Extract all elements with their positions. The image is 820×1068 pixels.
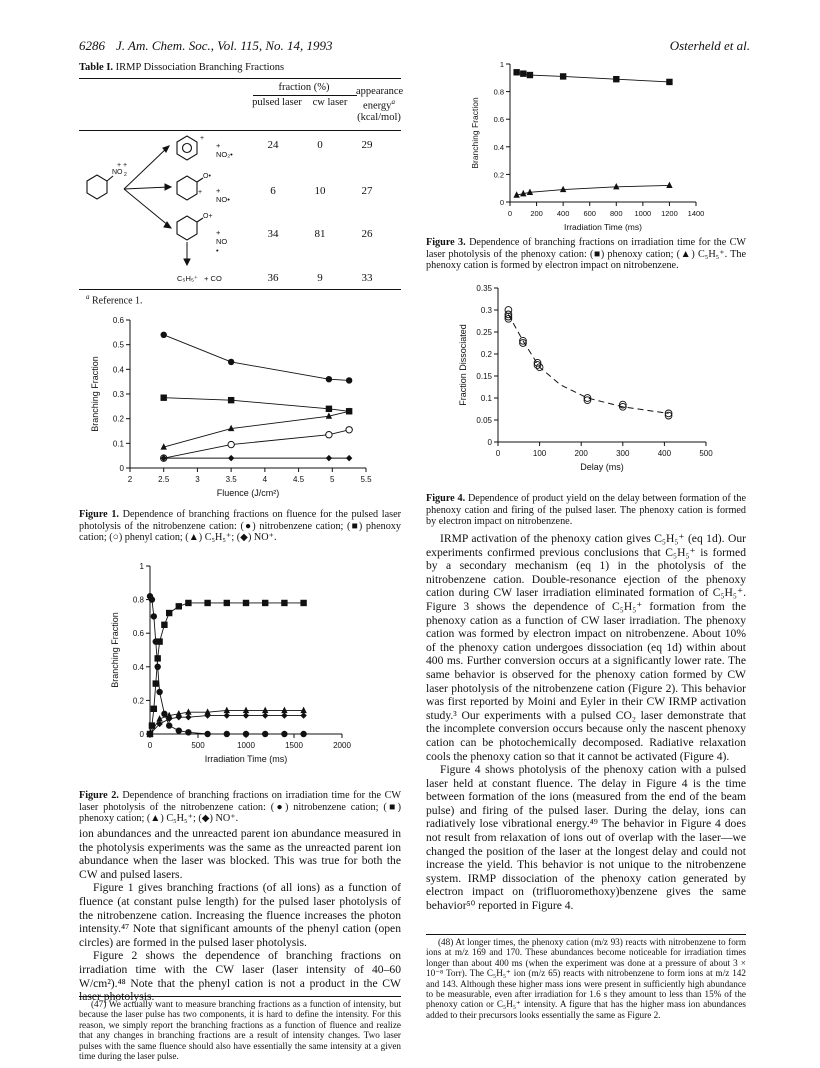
data-point [224, 707, 230, 713]
data-point [151, 613, 157, 619]
page-number: 6286 [79, 38, 105, 53]
data-point [560, 186, 566, 192]
data-point [228, 441, 234, 447]
data-point [326, 376, 332, 382]
svg-text:O+: O+ [203, 213, 213, 220]
data-point [228, 455, 234, 461]
x-tick-label: 200 [530, 209, 543, 218]
data-point [613, 76, 619, 82]
y-axis-label: Branching Fraction [110, 612, 120, 688]
figure-4-caption [426, 493, 746, 528]
phenoxy-cation-structure [177, 213, 213, 240]
figure-4-text: Dependence of product yield on the delay between formation of the phenoxy cation and firing of the pulsed laser. The phenoxy cation is formed by electron impact on nitrobenzene. [426, 493, 747, 528]
y-tick-label: 0 [487, 438, 492, 447]
data-point [520, 70, 526, 76]
data-point [326, 406, 332, 412]
x-tick-label: 1500 [285, 741, 303, 750]
y-tick-label: 0.15 [476, 372, 492, 381]
y-tick-label: 0.1 [480, 394, 492, 403]
y-tick-label: 0.5 [112, 340, 124, 350]
x-axis-label: Delay (ms) [580, 462, 624, 472]
x-tick-label: 5 [330, 475, 335, 484]
x-tick-label: 2000 [333, 741, 351, 750]
figure-4-chart [452, 280, 722, 482]
table-header [79, 80, 404, 132]
data-point [204, 731, 210, 737]
right-paragraph-1: IRMP activation of the phenoxy cation gives C₅H₅⁺ (eq 1d). Our experiments confirmed previous conclusions that C₅H₅⁺ is formed by a secondary mechanism (eq 1) in the photolysis of the nitrobenzene cation. Double-resonance ejection of the phenoxy cation during CW laser irradiation eliminated formation of C₅H₅⁺. Figure 3 shows the dependence of C₅H₅⁺ formation from the phenoxy cation as a function of CW laser irradiation. The phenoxy cation was formed by electron impact on nitrobenzene. About 10% of the phenoxy cation undergoes dissociation (eq 1d) within about 400 ms. Further conversion occurs at a significantly lower rate. The same behavior is observed for the phenoxy cation formed by CW laser photolysis of the nitrobenzene cation (Figure 2). This behavior was first reported by Moini and Eyler in their CW IRMP activation study.³ Our experiments with a pulsed CO₂ laser demonstrate that the incomplete conversion occurs because only the nascent phenoxy cation can be photochemically decomposed. Radiative relaxation cools the phenoxy cation so that it cannot be activated (Figure 4). [426, 532, 746, 763]
data-point [228, 397, 234, 403]
x-tick-label: 600 [583, 209, 596, 218]
left-paragraph-2: Figure 1 gives branching fractions (of all ions) as a function of fluence (at constant pulse length) for the pulsed laser photolysis of the nitrobenzene cation. Increasing the fluence increases the photon intensity.⁴⁷ Note that significant amounts of the phenyl cation (open circles) are formed in the pulsed laser photolysis. [79, 881, 401, 949]
y-tick-label: 0 [139, 730, 144, 739]
data-point [613, 183, 619, 189]
x-tick-label: 4 [262, 475, 268, 484]
x-tick-label: 200 [574, 449, 588, 458]
figure-2-caption [79, 790, 401, 825]
data-point [243, 707, 249, 713]
row-pulsed: 36 [267, 272, 279, 284]
series-line [164, 398, 349, 412]
svg-text:+ +: + + [117, 162, 128, 169]
left-paragraph-3: Figure 2 shows the dependence of branching fractions on irradiation time with the CW laser (laser intensity of 40–60 W/cm²).⁴⁸ Note that the phenyl cation is not a product in the CW laser photolysis. [79, 949, 401, 1004]
row-energy: 33 [361, 272, 373, 284]
data-point [176, 603, 182, 609]
data-point [300, 731, 306, 737]
x-tick-label: 0 [495, 449, 501, 458]
data-point [161, 395, 167, 401]
data-point [156, 638, 162, 644]
x-tick-label: 2 [127, 475, 133, 484]
data-point [326, 432, 332, 438]
row-products: C₅H₅⁺ + CO [177, 274, 222, 283]
row-products: + NO• [216, 186, 230, 204]
x-tick-label: 3.5 [225, 475, 237, 484]
data-point [326, 455, 332, 461]
x-tick-label: 1000 [634, 209, 652, 218]
figure-3-caption [426, 237, 746, 272]
row-pulsed: 34 [267, 228, 279, 240]
data-point [346, 427, 352, 433]
footnote-47: (47) We actually want to measure branching fractions as a function of intensity, but because the laser pulse has two components, it is hard to define the intensity. For this reason, we simply report the branching fractions as a function of fluence and realize that any changes in branching fractions are a result of intensity changes. Two laser pulses with the same fluence should also have essentially the same intensity at a given time during the laser pulse. [79, 999, 401, 1062]
data-point [262, 707, 268, 713]
y-tick-label: 0.2 [493, 170, 504, 180]
x-tick-label: 3 [195, 475, 200, 484]
col-pulsed: pulsed laser [252, 97, 302, 108]
data-point [300, 712, 306, 718]
row-cw: 0 [317, 139, 323, 151]
x-tick-label: 300 [616, 449, 630, 458]
data-point [262, 731, 268, 737]
y-tick-label: 0.3 [112, 390, 124, 399]
y-tick-label: 0.4 [493, 142, 504, 152]
series-line [517, 72, 670, 82]
row-products: + NO₂• [216, 141, 233, 159]
x-tick-label: 1000 [237, 741, 255, 750]
row-products: + NO • [216, 228, 228, 255]
data-point [346, 455, 352, 461]
data-point [185, 714, 191, 720]
x-tick-label: 0 [147, 741, 153, 750]
data-point [204, 600, 210, 606]
journal-citation: J. Am. Chem. Soc., Vol. 115, No. 14, 1993 [116, 38, 333, 53]
y-tick-label: 0.05 [476, 416, 492, 425]
y-tick-label: 0.6 [493, 115, 504, 125]
y-tick-label: 0.8 [493, 87, 504, 97]
phenoxy-radical-structure [177, 173, 211, 200]
data-point [161, 622, 167, 628]
data-point [151, 706, 157, 712]
y-tick-label: 0.6 [132, 629, 144, 639]
row-cw: 9 [317, 272, 323, 284]
y-tick-label: 0.2 [112, 414, 124, 424]
data-point [185, 729, 191, 735]
data-point [527, 72, 533, 78]
data-point [666, 79, 672, 85]
row-cw: 10 [314, 185, 326, 197]
x-tick-label: 500 [191, 741, 205, 750]
y-tick-label: 0.4 [132, 662, 144, 672]
x-tick-label: 400 [556, 209, 570, 218]
y-tick-label: 0.25 [476, 328, 492, 337]
fit-curve [508, 314, 668, 413]
data-point [166, 610, 172, 616]
right-paragraph-2: Figure 4 shows photolysis of the phenoxy cation with a pulsed laser held at constant fluence. The delay in Figure 4 is the time between formation of the ions (measured from the end of the beam pulse) and firing of the pulsed laser. During the delay, ions can radiatively lose vibrational energy.⁴⁹ The behavior in Figure 4 does not result from relaxation of ions out of overlap with the laser—we changed the position of the laser at the longest delay and could not increase the yield. This behavior is not unique to the nitrobenzene system. IRMP dissociation of the phenoxy cation generated by electron impact on (trifluoromethoxy)benzene gives the same behavior⁵⁰ reported in Figure 4. [426, 763, 746, 913]
data-point [176, 727, 182, 733]
figure-3-text: Dependence of branching fractions on irradiation time for the CW laser photolysis of the phenoxy cation: (■) phenoxy cation; (▲) C₅H₅⁺. The phenoxy cation is formed by electron impact on nitrobenzene. [426, 237, 746, 272]
row-cw: 81 [314, 228, 326, 240]
y-axis-label: Fraction Dissociated [458, 324, 468, 406]
y-tick-label: 0.8 [132, 595, 144, 605]
y-tick-label: 0.2 [480, 350, 492, 359]
data-point [243, 731, 249, 737]
y-tick-label: 0 [499, 198, 504, 207]
y-axis-label: Branching Fraction [90, 356, 100, 432]
svg-text:NO: NO [112, 169, 123, 176]
x-tick-label: 400 [657, 449, 672, 458]
data-point [156, 689, 162, 695]
svg-text:2: 2 [124, 172, 127, 178]
row-pulsed: 6 [270, 185, 276, 197]
data-point [224, 600, 230, 606]
series-line [164, 335, 349, 381]
svg-text:O•: O• [203, 173, 211, 180]
series-line [164, 430, 349, 458]
y-axis-label: Branching Fraction [470, 97, 480, 169]
y-tick-label: 0.1 [112, 439, 124, 449]
x-tick-label: 100 [532, 449, 547, 458]
col-appearance-label: appearance energy [356, 86, 404, 112]
figure-1-caption [79, 509, 401, 544]
x-tick-label: 0 [507, 209, 513, 218]
col-cw: cw laser [312, 97, 348, 108]
footnote-48: (48) At longer times, the phenoxy cation (m/z 93) reacts with nitrobenzene to form ions at m/z 169 and 170. These abundances become noticeable for irradiation times longer than about 400 ms (when the experiment was done at a pressure of about 3 × 10⁻⁸ Torr). The C₅H₅⁺ ion (m/z 65) reacts with nitrobenzene to form ions at m/z 142 and 143. Although these higher mass ions were present in sufficiently high abundance to be measurable, even after irradiation for 1.6 s they amount to less than 15% of the phenoxy cation or C₅H₅⁺ intensity. A figure that has the higher mass ion abundances added to their precursors looks essentially the same as Figure 2. [426, 937, 746, 1020]
data-point [166, 722, 172, 728]
table-footnote-text: Reference 1. [92, 295, 143, 307]
x-tick-label: 2.5 [158, 475, 170, 484]
data-point [153, 680, 159, 686]
data-point [281, 600, 287, 606]
table-title: IRMP Dissociation Branching Fractions [115, 62, 285, 73]
series-line [517, 185, 670, 195]
row-energy: 29 [361, 139, 373, 151]
x-tick-label: 5.5 [360, 475, 372, 484]
table-footnote [86, 293, 143, 306]
x-tick-label: 800 [610, 209, 623, 218]
data-point [161, 332, 167, 338]
y-tick-label: 0.2 [132, 696, 144, 706]
data-point [185, 600, 191, 606]
left-paragraph-1: ion abundances and the unreacted parent ion abundance measured in the photolysis experiments was the same as the unreacted parent ion abundance when the laser was blocked. This was true for both the CW and pulsed lasers. [79, 827, 401, 881]
data-point [149, 596, 155, 602]
data-point [154, 664, 160, 670]
x-tick-label: 500 [699, 449, 713, 458]
y-tick-label: 0.3 [480, 306, 492, 315]
x-axis-label: Irradiation Time (ms) [204, 754, 288, 764]
figure-2-chart [92, 556, 362, 774]
data-point [281, 707, 287, 713]
reaction-scheme [79, 134, 279, 284]
reaction-arrows [124, 146, 190, 265]
svg-text:+: + [198, 189, 203, 196]
right-column-text [426, 532, 746, 913]
row-energy: 26 [361, 228, 373, 240]
table-1 [79, 62, 401, 79]
data-point [666, 182, 672, 188]
row-energy: 27 [361, 185, 373, 197]
phenyl-cation-structure [177, 135, 204, 160]
data-point [262, 712, 268, 718]
data-point [346, 377, 352, 383]
col-appearance-unit: (kcal/mol) [357, 111, 401, 123]
svg-text:+: + [200, 135, 205, 142]
data-point [300, 707, 306, 713]
figure-1-chart [88, 312, 378, 504]
figure-4-label: Figure 4. [426, 493, 466, 504]
data-point [154, 655, 160, 661]
col-appearance-footnote-mark: a [391, 98, 395, 106]
figure-1-label: Figure 1. [79, 509, 119, 520]
data-point [243, 712, 249, 718]
data-point [281, 731, 287, 737]
data-point [224, 731, 230, 737]
y-tick-label: 1 [139, 562, 144, 571]
y-tick-label: 0.6 [112, 316, 124, 325]
data-point [281, 712, 287, 718]
x-tick-label: 1400 [687, 209, 705, 218]
figure-1-text: Dependence of branching fractions on fluence for the pulsed laser photolysis of the nitrobenzene cation: (●) nitrobenzene cation; (■) phenoxy cation; (○) phenyl cation; (▲) C₅H₅⁺; (◆) NO⁺. [79, 509, 401, 544]
data-point [228, 359, 234, 365]
table-label: Table I. [79, 62, 114, 73]
table-footnote-mark: a [86, 293, 90, 301]
data-point [185, 708, 191, 714]
y-tick-label: 0 [119, 464, 124, 473]
row-pulsed: 24 [267, 139, 279, 151]
y-tick-label: 1 [499, 60, 504, 69]
x-axis-label: Irradiation Time (ms) [564, 222, 642, 232]
nitrobenzene-cation-structure [87, 162, 127, 199]
y-tick-label: 0.35 [476, 284, 492, 293]
figure-2-label: Figure 2. [79, 790, 119, 801]
x-tick-label: 1200 [661, 209, 678, 218]
x-axis-label: Fluence (J/cm²) [216, 488, 280, 498]
figure-2-text: Dependence of branching fractions on irradiation time for the CW laser photolysis of the nitrobenzene cation: (●) nitrobenzene cation; (■) phenoxy cation; (▲) C₅H₅⁺; (◆) NO⁺. [79, 790, 401, 825]
table-group-header: fraction (%) [278, 82, 330, 93]
data-point [262, 600, 268, 606]
figure-3-chart [468, 56, 718, 236]
data-point [513, 69, 519, 75]
y-tick-label: 0.4 [112, 365, 124, 375]
left-column-text [79, 827, 401, 1004]
data-point [243, 600, 249, 606]
data-point [560, 73, 566, 79]
figure-3-label: Figure 3. [426, 237, 466, 248]
data-point [224, 712, 230, 718]
col-appearance [356, 86, 402, 123]
data-point [300, 600, 306, 606]
x-tick-label: 4.5 [293, 475, 305, 484]
running-authors: Osterheld et al. [669, 38, 750, 53]
